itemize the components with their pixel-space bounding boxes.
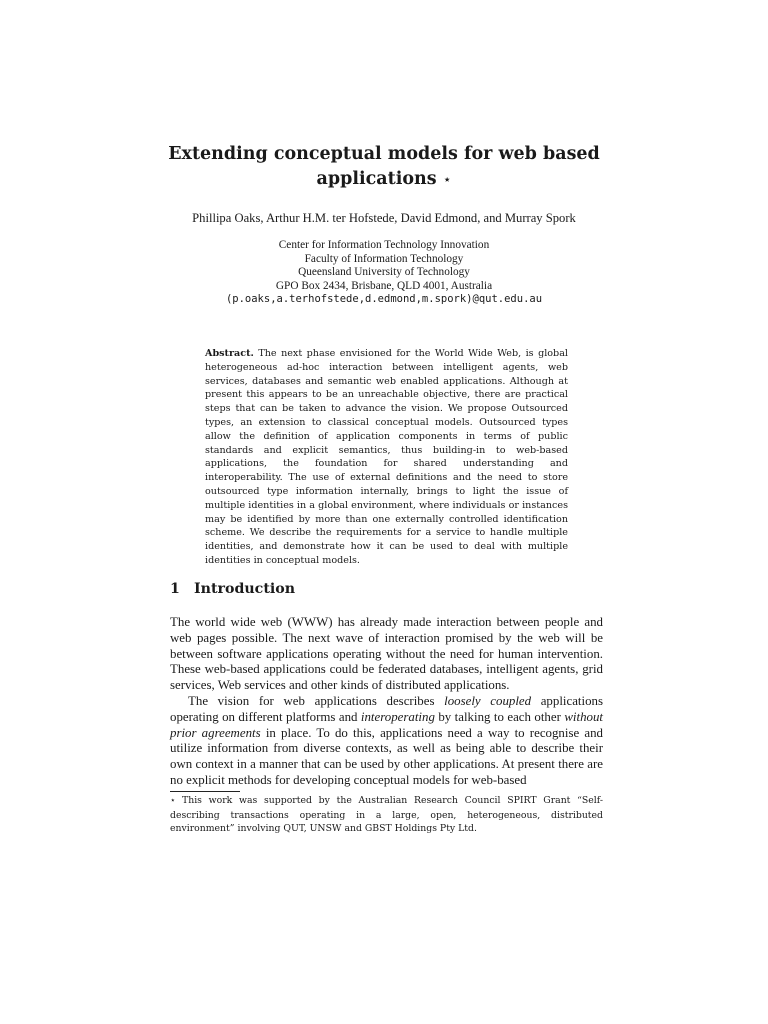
emphasis: without prior agreements xyxy=(170,709,604,740)
paragraph xyxy=(170,694,603,789)
footnote-rule xyxy=(170,791,240,792)
abstract-label: Abstract. xyxy=(205,348,254,359)
footnote-mark: ⋆ xyxy=(170,796,176,806)
affiliation-line: GPO Box 2434, Brisbane, QLD 4001, Australia xyxy=(275,279,493,292)
text-run: The vision for web applications describes xyxy=(188,693,445,708)
section-title: Introduction xyxy=(194,581,296,597)
author-list: Phillipa Oaks, Arthur H.M. ter Hofstede, David Edmond, and Murray Spork xyxy=(192,211,576,225)
emphasis: interoperating xyxy=(360,709,435,724)
abstract-text: The next phase envisioned for the World Wide Web, is global heterogeneous ad-hoc interaction between intelligent agents, web services, databases and semantic web enabled applications. Although at present this appears to be an unreachable objective, there are practical steps that can be taken to advance the vision. We propose Outsourced types, an extension to classical conceptual models. Outsourced types allow the definition of application components in terms of public standards and explicit semantics, thus building-in to web-based applications, the foundation for shared understanding and interoperability. The use of external definitions and the need to store outsourced type information internally, brings to light the issue of multiple identities in a global environment, where individuals or instances may be identified by more than one externally controlled identification scheme. We describe the requirements for a service to handle multiple identities, and demonstrate how it can be used to deal with multiple identities in conceptual models. xyxy=(205,348,568,566)
affiliation-line: Faculty of Information Technology xyxy=(304,252,464,265)
body-text xyxy=(170,615,603,789)
affiliation-line: Queensland University of Technology xyxy=(298,266,470,279)
section-heading xyxy=(170,581,295,597)
footnote-text: This work was supported by the Australian Research Council SPIRT Grant “Self-describing transactions operating in a large, open, heterogeneous, distributed environment” involving QUT, UNSW and GBST Holdings Pty Ltd. xyxy=(170,795,603,835)
paragraph: The world wide web (WWW) has already made interaction between people and web pages possible. The next wave of interaction promised by the web will be between software applications operating without the need for human intervention. These web-based applications could be federated databases, intelligent agents, grid services, Web services and other kinds of distributed applications. xyxy=(170,615,603,693)
title-footnote-mark: ⋆ xyxy=(442,172,452,188)
footnote xyxy=(170,794,603,836)
text-run: applications operating on different platforms and xyxy=(170,693,603,724)
text-run: by talking to each other xyxy=(434,709,565,724)
affiliation-block xyxy=(150,239,618,307)
title-text: Extending conceptual models for web based applications xyxy=(168,144,600,189)
section-number: 1 xyxy=(170,581,180,597)
paper-title xyxy=(150,142,618,193)
text-run: in place. To do this, applications need a way to recognise and utilize information from diverse contexts, as well as being able to describe their own context in a manner that can be used by other applications. At present there are no explicit methods for developing conceptual models for web-based xyxy=(170,725,603,787)
emphasis: loosely coupled xyxy=(444,693,532,708)
author-emails: (p.oaks,a.terhofstede,d.edmond,m.spork)@qut.edu.au xyxy=(225,293,543,306)
abstract xyxy=(205,347,568,568)
affiliation-line: Center for Information Technology Innovation xyxy=(278,239,490,251)
